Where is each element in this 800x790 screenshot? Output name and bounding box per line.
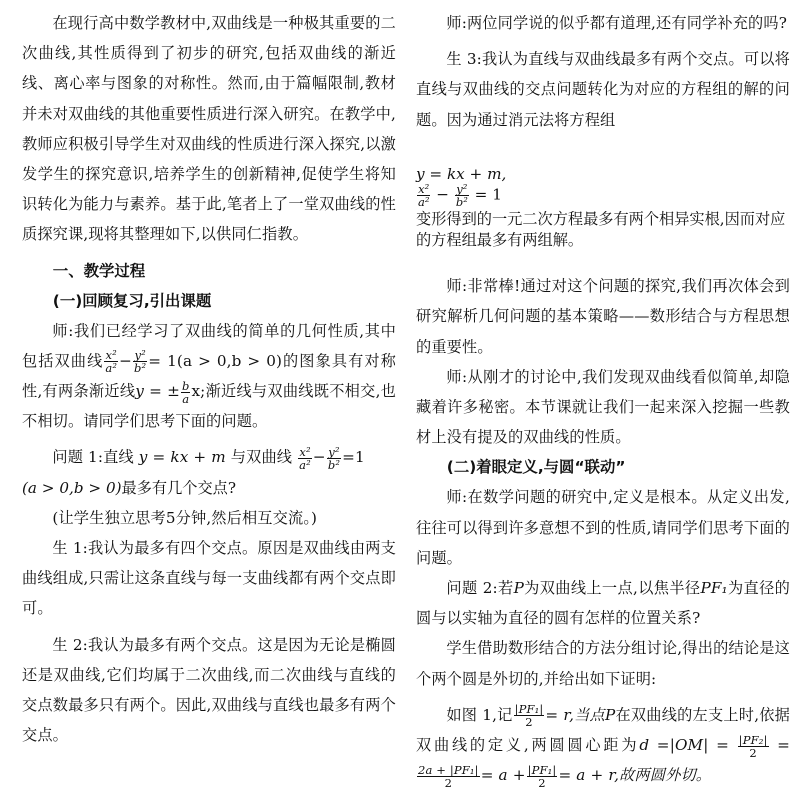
subheading-review: (一)回顾复习,引出课题: [52, 291, 212, 310]
question-1-condition: (a > 0,b > 0)最多有几个交点?: [22, 478, 237, 497]
q1-fraction-x2-a2: $\frac{\text{x²}}{\text{a²}}$: [299, 444, 311, 472]
fraction-pf1-2: $\frac{\text{|PF₁|}}{2}$: [514, 702, 544, 730]
student-3-answer: 生 3:我认为直线与双曲线最多有两个交点。可以将直线与双曲线的交点问题转化为对应的方程组的解的问题。因为通过消元法将方程组: [416, 50, 790, 129]
q1-fraction-y2-b2: $\frac{\text{y²}}{\text{b²}}$: [327, 444, 341, 472]
right-column: 师:两位同学说的似乎都有道理,还有同学补充的吗? 生 3:我认为直线与双曲线最多有两个交点。可以将直线与双曲线的交点问题转化为对应的方程组的解的问题。因为通过消元法将方程组 y = kx + m, $\frac{\text{x²}}{\text{a²}}$ − $\frac{\text{y²}}{\text{b²}}$ = 1 变形得到的一元二次方程最多有两个相异实根,因而对应的方程组最多有两组解。 师:非常棒!通过对这个问题的探究,我们再次体会到研究解析几何问题的基本策略——数形结合与方程思想的重要性。 师:从刚才的讨论中,我们发现双曲线看似简单,却隐藏着许多秘密。本节课就让我们一起来深入挖掘一些教材上没有提及的双曲线的性质。 (二)着眼定义,与圆“联动” 师:在数学问题的研究中,定义是根本。从定义出发,往往可以得到许多意想不到的性质,请同学们思考下面的问题。 问题 2:若P为双曲线上一点,以焦半径PF₁为直径的圆与以实轴为直径的圆有怎样的位置关系? 学生借助数形结合的方法分组讨论,得出的结论是这个两个圆是外切的,并给出如下证明: 如图 1,记 $\frac{\text{|PF₁|}}{2}$ = r,当点P在双曲线的左支上时,依据双曲线的定义,两圆圆心距为d =|OM| = $\frac{\text{|PF₂|}}{2}$ = $\frac{\text{2a + |PF₁|}}{2}$ = a + $\frac{\text{|PF₁|}}{2}$ = a + r,故两圆外切。: [416, 8, 790, 790]
discussion-result: 学生借助数形结合的方法分组讨论,得出的结论是这个两个圆是外切的,并给出如下证明:: [416, 639, 790, 688]
section-heading-teaching-process: 一、教学过程: [52, 261, 146, 280]
student-2-answer: 生 2:我认为最多有两个交点。这是因为无论是椭圆还是双曲线,它们均属于二次曲线,而二次曲线与直线的交点数最多只有两个。因此,双曲线与直线也最多有两个交点。: [22, 635, 396, 745]
fraction-y2-b2: $\frac{\text{y²}}{\text{b²}}$: [134, 348, 147, 376]
fraction-b-a: $\frac{b}{a}$: [181, 378, 190, 406]
proof-paragraph: 如图 1,记 $\frac{\text{|PF₁|}}{2}$ = r,当点P在双曲线的左支上时,依据双曲线的定义,两圆圆心距为d =|OM| = $\frac{\text{|PF₂|}}{2}$ = $\frac{\text{2a + |PF₁|}}{2}$ = a + $\frac{\text{|PF₁|}}{2}$ = a + r,故两圆外切。: [416, 702, 791, 790]
subheading-definition: (二)着眼定义,与圆“联动”: [446, 458, 626, 477]
intro-paragraph: 在现行高中数学教材中,双曲线是一种极其重要的二次曲线,其性质得到了初步的研究,包括双曲线的渐近线、离心率与图象的对称性。然而,由于篇幅限制,教材并未对双曲线的其他重要性质进行深入研究。在教学中,教师应积极引导学生对双曲线的性质进行深入探究,以激发学生的探究意识,培养学生的创新精神,促使学生将知识转化为能力与素养。基于此,笔者上了一堂双曲线的性质探究课,现将其整理如下,以供同仁指教。: [22, 14, 396, 244]
fraction-2a-pf1-2: $\frac{\text{2a + |PF₁|}}{2}$: [418, 762, 479, 790]
teacher-paragraph-5: 师:在数学问题的研究中,定义是根本。从定义出发,往往可以得到许多意想不到的性质,请同学们思考下面的问题。: [416, 488, 790, 567]
fraction-pf1-2-b: $\frac{\text{|PF₁|}}{2}$: [527, 762, 557, 790]
fraction-x2-a2: $\frac{\text{x²}}{\text{a²}}$: [105, 348, 118, 376]
teacher-paragraph-1: 师:我们已经学习了双曲线的简单的几何性质,其中包括双曲线 $\frac{\text{x²}}{\text{a²}}$ − $\frac{\text{y²}}{\text{b²}}$ = 1(a > 0,b > 0)的图象具有对称性,有两条渐近线y = ± $\frac{b}{a}$ x;渐近线与双曲线既不相交,也不相切。请同学们思考下面的问题。: [22, 321, 396, 431]
teacher-paragraph-4: 师:从刚才的讨论中,我们发现双曲线看似简单,却隐藏着许多秘密。本节课就让我们一起来深入挖掘一些教材上没有提及的双曲线的性质。: [416, 367, 790, 447]
fraction-pf2-2: $\frac{\text{|PF₂|}}{2}$: [738, 732, 768, 760]
discussion-note: (让学生独立思考5分钟,然后相互交流。): [52, 508, 318, 527]
teacher-paragraph-2: 师:两位同学说的似乎都有道理,还有同学补充的吗?: [446, 14, 788, 32]
left-column: [22, 8, 396, 750]
question-1: 问题 1:直线 y = kx + m 与双曲线 $\frac{\text{x²}}{\text{a²}}$ − $\frac{\text{y²}}{\text{b²}}$ =1: [52, 444, 365, 472]
teacher-paragraph-3: 师:非常棒!通过对这个问题的探究,我们再次体会到研究解析几何问题的基本策略——数形结合与方程思想的重要性。: [416, 277, 790, 356]
question-2: 问题 2:若P为双曲线上一点,以焦半径PF₁为直径的圆与以实轴为直径的圆有怎样的位置关系?: [416, 579, 790, 628]
student-1-answer: 生 1:我认为最多有四个交点。原因是双曲线由两支曲线组成,只需让这条直线与每一支曲线都有两个交点即可。: [22, 539, 396, 618]
